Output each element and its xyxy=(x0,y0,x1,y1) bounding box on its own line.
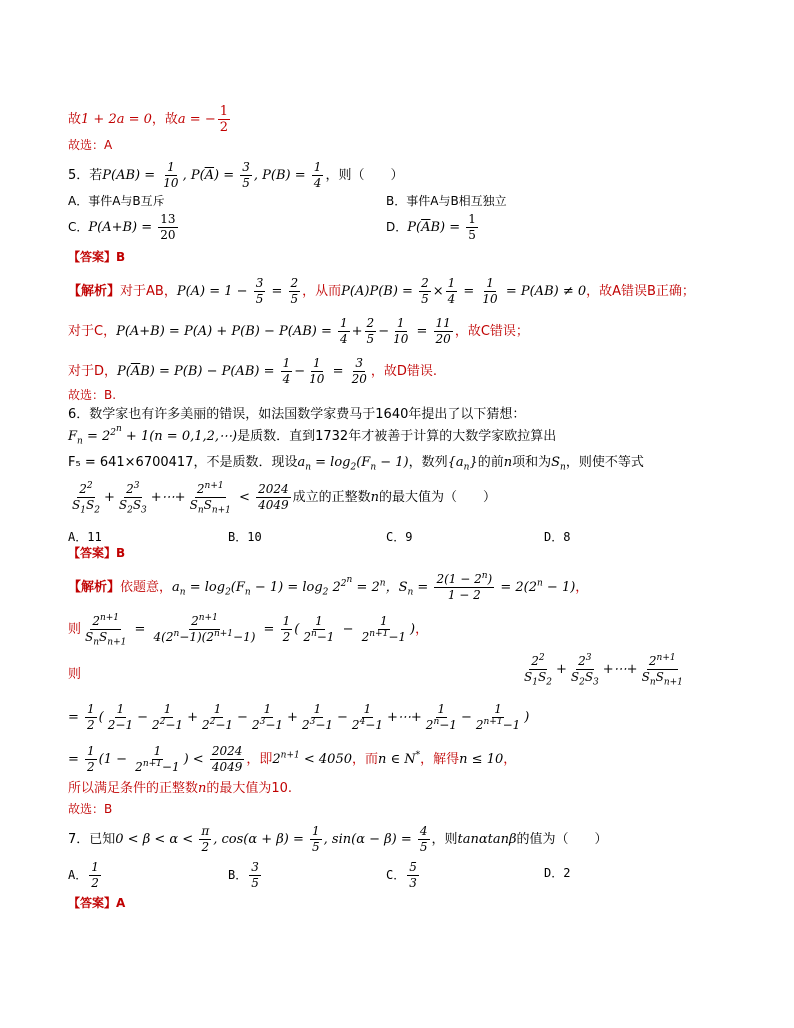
q6-analysis-line-4: = $\frac{1}{2}$ ( $\frac{1}{2-1}$ − $\frac{1}{2^2-1}$ + $\frac{1}{2^2-1}$ − $\frac{1}{2^3-1}$ + $\frac{1}{2^3-1}$ − $\frac{1}{2^4-1}$ +⋯+ $\frac{1}{2^n-1}$ − $\frac{1}{2^{n+1}-1}$ ) xyxy=(68,702,530,732)
q6-stem-line-1: 6．数学家也有许多美丽的错误，如法国数学家费马于1640年提出了以下猜想： xyxy=(68,407,526,422)
prev-text-2: ，故 xyxy=(151,112,178,127)
q7-option-d: D．2 xyxy=(544,866,571,880)
q5-condition-math: P(AB) = $\frac{1}{10}$ , $P(\overline{A})$ = $\frac{3}{5}$ , P(B) = $\frac{1}{4}$ xyxy=(102,160,322,190)
q5-option-c: C．P(A+B) = $\frac{13}{20}$ xyxy=(68,212,176,242)
q6-analysis-line-1: 【解析】依题意，$a_n = \log_2(F_n - 1) = \log_2 2^{2^n} = 2^n$，$S_n$ = $\frac{2(1 - 2^n)}{1 - 2}$ = $2(2^n - 1)$， xyxy=(68,571,589,602)
q5-option-d: D．$P(\overline{A}B)$ = $\frac{1}{5}$ xyxy=(386,212,476,242)
q6-option-a: A．11 xyxy=(68,530,102,544)
prev-text-1: 故 xyxy=(68,112,82,127)
q6-stem-line-2: $F_n = 2^{2^n} + 1(n$ = 0,1,2,⋯)是质数．直到1732年才被善于计算的大数学家欧拉算出 xyxy=(68,423,557,447)
prev-conclusion-line xyxy=(68,104,232,135)
q5-analysis-line-1: 【解析】对于AB，P(A) = 1 − $\frac{3}{5}$ = $\frac{2}{5}$ ，从而P(A)P(B) = $\frac{2}{5}$ × $\frac{1}{4}$ = $\frac{1}{10}$ = P(AB) ≠ 0，故A错误B正确； xyxy=(68,276,695,306)
q5-option-a: A．事件A与B互斥 xyxy=(68,194,165,208)
q7-answer: 【答案】A xyxy=(68,896,126,910)
q6-option-d: D．8 xyxy=(544,530,571,544)
prev-answer-select: 故选：A xyxy=(68,138,113,152)
q5-stem xyxy=(68,160,403,191)
q6-select: 故选：B xyxy=(68,802,113,816)
q6-option-b: B．10 xyxy=(228,530,262,544)
q6-answer: 【答案】B xyxy=(68,546,126,560)
q5-analysis-line-3: 对于D，$P(\overline{A}B) = P(B) - P(AB)$ = $\frac{1}{4}$ − $\frac{1}{10}$ = $\frac{3}{20}$ ，故D错误. xyxy=(68,356,438,386)
q7-option-a: A． $\frac{1}{2}$ xyxy=(68,860,99,890)
q6-analysis-line-6: 所以满足条件的正整数n的最大值为10. xyxy=(68,781,293,796)
q6-analysis-line-2: 则 $\frac{2^{n+1}}{S_nS_{n+1}}$ = $\frac{2^{n+1}}{4(2^n-1)(2^{n+1}-1)}$ = $\frac{1}{2}$ ( $\frac{1}{2^n-1}$ − $\frac{1}{2^{n+1}-1}$ )， xyxy=(68,613,429,648)
q6-analysis-sum-expression: $\frac{2^2}{S_1S_2}$ + $\frac{2^3}{S_2S_3}$ +⋯+ $\frac{2^{n+1}}{S_nS_{n+1}}$ xyxy=(524,653,683,688)
q7-stem: 7．已知0 < β < α < $\frac{\pi}{2}$ , cos(α + β) = $\frac{1}{5}$ , sin(α − β) = $\frac{4}{5}$ ，则tanαtanβ的值为（ ） xyxy=(68,824,608,854)
q6-analysis-ze: 则 xyxy=(68,667,82,682)
prev-equation: 1 + 2a = 0 xyxy=(81,112,152,127)
q5-stem-end: ，则（ ） xyxy=(325,168,404,183)
q6-stem-line-4: $\frac{2^2}{S_1S_2}$ + $\frac{2^3}{S_2S_3}$ +⋯+ $\frac{2^{n+1}}{S_nS_{n+1}}$ < $\frac{2024}{4049}$ 成立的正整数n的最大值为（ ） xyxy=(72,481,497,516)
prev-fraction: $\frac{1}{2}$ xyxy=(219,104,229,135)
q5-number: 5．若 xyxy=(68,168,103,183)
q7-option-c: C． $\frac{5}{3}$ xyxy=(386,860,417,890)
q5-select: 故选：B. xyxy=(68,388,117,402)
q6-analysis-line-5: = $\frac{1}{2}$ (1 − $\frac{1}{2^{n+1}-1}$ ) < $\frac{2024}{4049}$ ，即$2^{n+1} < 4050$，而n ∈ N*，解得n ≤ 10， xyxy=(68,744,517,774)
q6-option-c: C．9 xyxy=(386,530,413,544)
q5-analysis-line-2: 对于C，P(A+B) = P(A) + P(B) − P(AB) = $\frac{1}{4}$ + $\frac{2}{5}$ − $\frac{1}{10}$ = $\frac{11}{20}$ ，故C错误； xyxy=(68,316,529,346)
q7-option-b: B． $\frac{3}{5}$ xyxy=(228,860,259,890)
q5-option-b: B．事件A与B相互独立 xyxy=(386,194,507,208)
q6-stem-line-3: F₅ = 641×6700417，不是质数．现设$a_n = \log_2(F_n - 1)$，数列$\{a_n\}$的前n项和为$S_n$，则使不等式 xyxy=(68,455,644,473)
prev-equation-2: a = − xyxy=(177,112,216,127)
q5-answer: 【答案】B xyxy=(68,250,126,264)
